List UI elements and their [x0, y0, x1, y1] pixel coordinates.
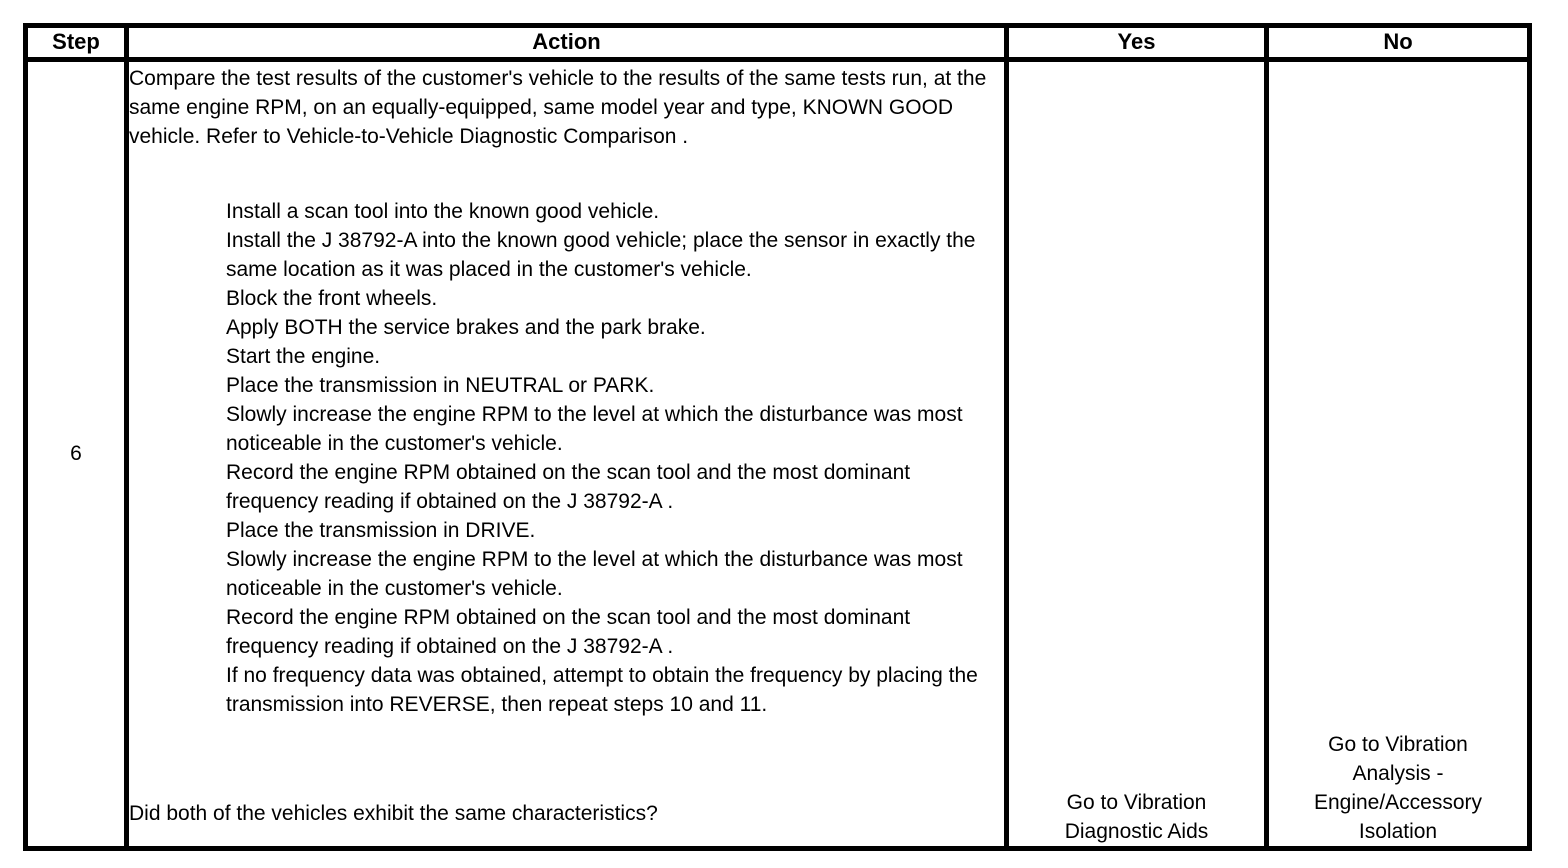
no-instruction-line: Analysis -: [1352, 762, 1444, 785]
step-number: 6: [70, 442, 82, 465]
substep-item: Block the front wheels.: [226, 287, 438, 310]
step-cell: [26, 60, 127, 849]
action-content: [129, 62, 1004, 828]
substep-item: Place the transmission in DRIVE.: [226, 519, 536, 542]
substep-item: Slowly increase the engine RPM to the level at which the disturbance was most noticeable in the customer's vehicle.: [226, 403, 963, 455]
no-cell: [1267, 60, 1530, 849]
action-intro-text: Compare the test results of the customer's vehicle to the results of the same tests run, at the same engine RPM, on an equally-equipped, same model year and type, KNOWN GOOD vehicle. Refer to Vehicle-to-Vehicle Diagnostic Comparison .: [129, 67, 987, 148]
substep-item: If no frequency data was obtained, attempt to obtain the frequency by placing the transmission into REVERSE, then repeat steps 10 and 11.: [226, 664, 978, 716]
yes-cell: [1007, 60, 1267, 849]
substep-item: Install the J 38792-A into the known good vehicle; place the sensor in exactly the same location as it was placed in the customer's vehicle.: [226, 229, 976, 281]
substep-item: Slowly increase the engine RPM to the level at which the disturbance was most noticeable in the customer's vehicle.: [226, 548, 963, 600]
action-question: Did both of the vehicles exhibit the same characteristics?: [129, 802, 658, 825]
substep-item: Place the transmission in NEUTRAL or PARK.: [226, 374, 655, 397]
diagnostic-step-table: [23, 23, 1532, 851]
column-header-action: Action: [127, 26, 1007, 60]
substep-item: Install a scan tool into the known good vehicle.: [226, 200, 660, 223]
no-instruction-line: Go to Vibration: [1328, 733, 1468, 756]
column-header-step: Step: [26, 26, 127, 60]
substep-item: Record the engine RPM obtained on the scan tool and the most dominant frequency reading if obtained on the J 38792-A .: [226, 461, 911, 513]
yes-instruction-line: Diagnostic Aids: [1064, 820, 1209, 843]
no-instruction-line: Engine/Accessory: [1313, 791, 1483, 814]
substep-list: [226, 197, 1004, 719]
diagnostic-table-container: [23, 23, 1532, 851]
substep-item: Apply BOTH the service brakes and the park brake.: [226, 316, 706, 339]
column-header-no: No: [1267, 26, 1530, 60]
header-row: [26, 26, 1530, 60]
table-row: [26, 60, 1530, 849]
action-cell: [127, 60, 1007, 849]
no-instruction: [1269, 730, 1527, 846]
column-header-yes: Yes: [1007, 26, 1267, 60]
yes-instruction: [1009, 788, 1264, 846]
no-instruction-line: Isolation: [1358, 820, 1438, 843]
yes-instruction-line: Go to Vibration: [1066, 791, 1207, 814]
substep-item: Record the engine RPM obtained on the scan tool and the most dominant frequency reading if obtained on the J 38792-A .: [226, 606, 911, 658]
substep-item: Start the engine.: [226, 345, 381, 368]
